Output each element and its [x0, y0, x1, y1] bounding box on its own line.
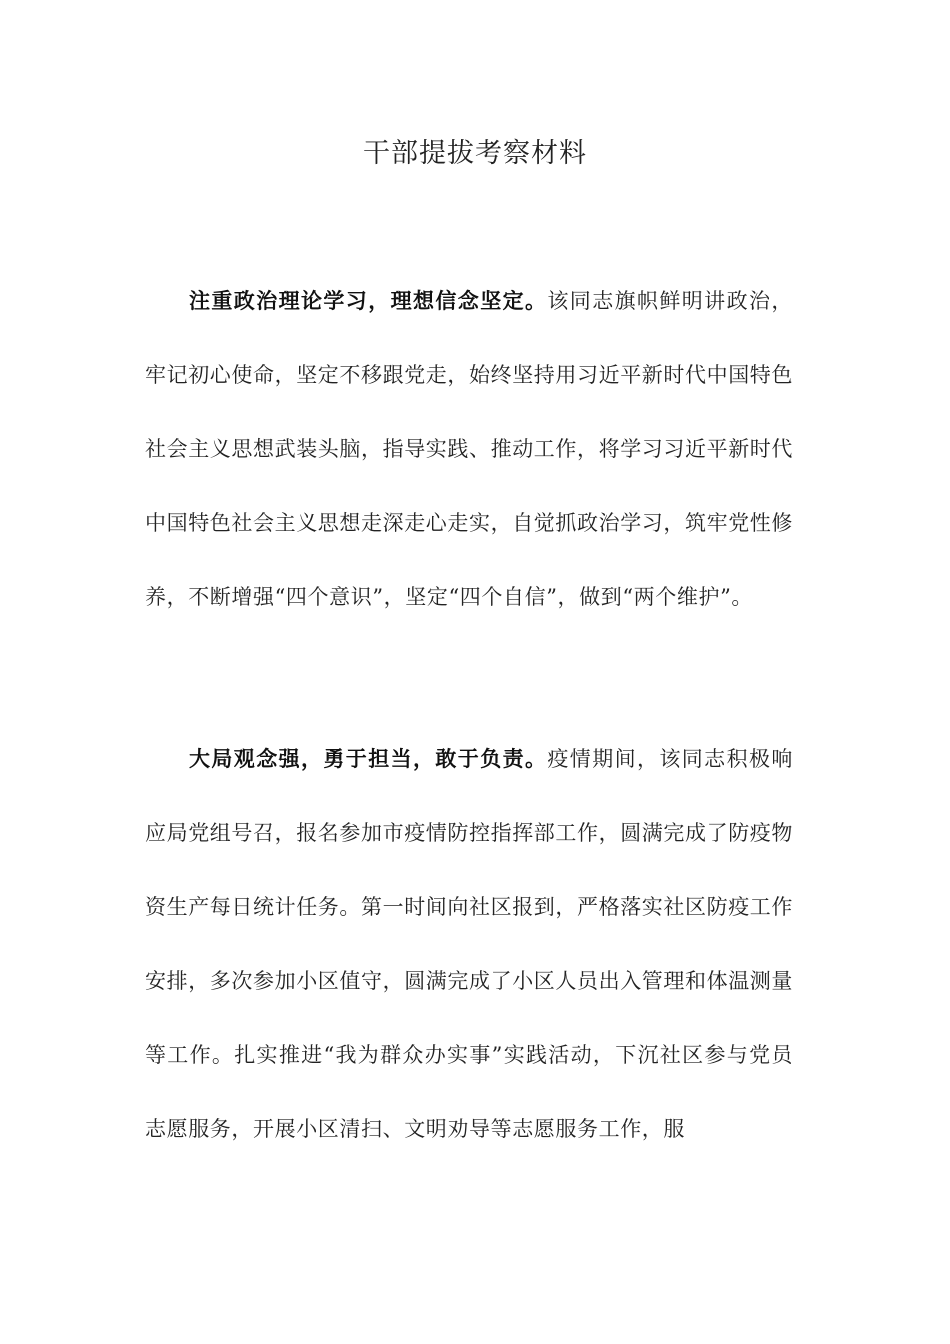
- paragraph-text: [145, 722, 793, 1166]
- paragraph-lead: 注重政治理论学习，理想信念坚定。: [189, 288, 548, 313]
- paragraph-political-study: [145, 264, 793, 634]
- document-title: 干部提拔考察材料: [363, 138, 587, 169]
- paragraph-body: 该同志旗帜鲜明讲政治，牢记初心使命，坚定不移跟党走，始终坚持用习近平新时代中国特色社会主义思想武装头脑，指导实践、推动工作，将学习习近平新时代中国特色社会主义思想走深走心走实，自觉抓政治学习，筑牢党性修养，不断增强“四个意识”，坚定“四个自信”，做到“两个维护”。: [145, 289, 793, 609]
- paragraph-body: 疫情期间，该同志积极响应局党组号召，报名参加市疫情防控指挥部工作，圆满完成了防疫物资生产每日统计任务。第一时间向社区报到，严格落实社区防疫工作安排，多次参加小区值守，圆满完成了小区人员出入管理和体温测量等工作。扎实推进“我为群众办实事”实践活动，下沉社区参与党员志愿服务，开展小区清扫、文明劝导等志愿服务工作，服: [145, 747, 793, 1141]
- paragraph-responsibility: [145, 722, 793, 1166]
- paragraph-lead: 大局观念强，勇于担当，敢于负责。: [189, 746, 548, 771]
- paragraph-text: [145, 264, 793, 634]
